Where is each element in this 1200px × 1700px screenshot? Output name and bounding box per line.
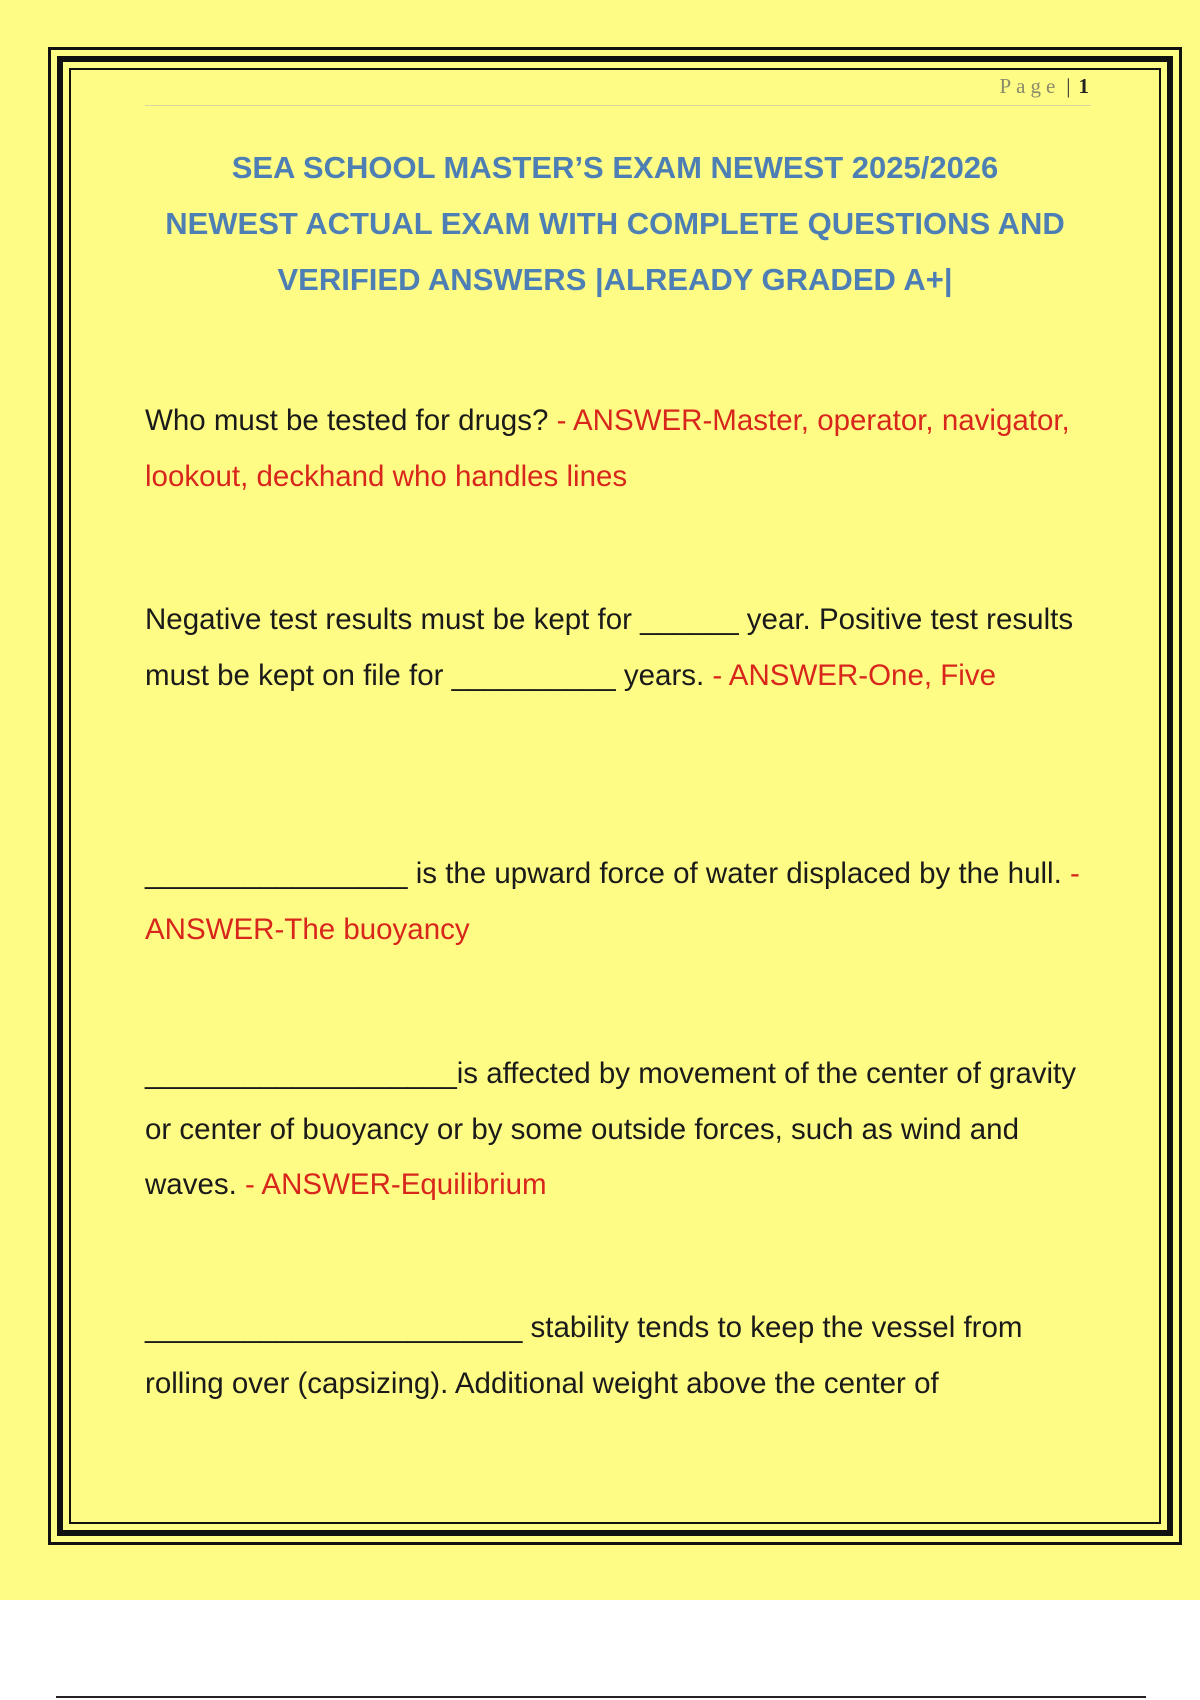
title-line-2: NEWEST ACTUAL EXAM WITH COMPLETE QUESTIONS AND bbox=[165, 206, 1065, 241]
answer-text: - ANSWER-Equilibrium bbox=[236, 1168, 547, 1201]
question-1 bbox=[145, 393, 1095, 504]
question-2 bbox=[145, 592, 1095, 703]
page-number: 1 bbox=[1078, 74, 1089, 98]
answer-text: - ANSWER-Master, operator, navigator, lookout, deckhand who handles lines bbox=[145, 404, 1070, 493]
title-line-1: SEA SCHOOL MASTER’S EXAM NEWEST 2025/2026 bbox=[231, 150, 999, 185]
question-5 bbox=[145, 1300, 1095, 1411]
question-text: _______________________ stability tends to keep the vessel from rolling over (capsizing). Additional weight above the center of bbox=[145, 1311, 1023, 1400]
question-3 bbox=[145, 846, 1095, 957]
question-text: ___________________is affected by movement of the center of gravity or center of buoyancy or by some outside forces, such as wind and waves. bbox=[145, 1057, 1076, 1201]
answer-text: - ANSWER-One, Five bbox=[704, 658, 996, 692]
page-separator: | bbox=[1066, 74, 1071, 98]
question-text: Who must be tested for drugs? bbox=[145, 404, 549, 437]
next-page-border bbox=[56, 1696, 1146, 1698]
page-label: Page bbox=[999, 74, 1061, 98]
title-line-3: VERIFIED ANSWERS |ALREADY GRADED A+| bbox=[277, 262, 953, 297]
answer-text: - ANSWER-The buoyancy bbox=[145, 857, 1080, 946]
document-title bbox=[130, 140, 1100, 308]
question-4 bbox=[145, 1046, 1095, 1213]
page-header bbox=[145, 74, 1091, 106]
question-text: ________________ is the upward force of water displaced by the hull. bbox=[145, 857, 1062, 890]
question-text: Negative test results must be kept for ______ year. Positive test results must be kept on file for __________ years. bbox=[145, 603, 1074, 692]
